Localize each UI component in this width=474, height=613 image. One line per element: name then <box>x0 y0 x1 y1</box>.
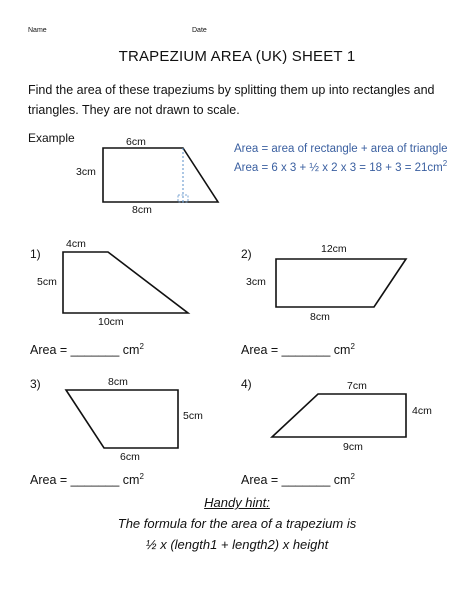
problem-4-side-dimension: 4cm <box>412 405 432 417</box>
problem-1-trapezium <box>63 252 188 313</box>
example-trapezium <box>103 148 218 202</box>
area-prefix: Area = <box>241 343 282 358</box>
problem-1-top-dimension: 4cm <box>66 238 86 250</box>
area-prefix: Area = <box>241 473 282 488</box>
problem-3-bottom-dimension: 6cm <box>120 451 140 463</box>
problem-4-bottom-dimension: 9cm <box>343 441 363 453</box>
problem-1-number: 1) <box>30 247 41 261</box>
example-calculation-line <box>234 159 447 174</box>
example-bottom-dimension: 8cm <box>132 204 152 216</box>
example-top-dimension: 6cm <box>126 136 146 148</box>
example-calculation-sup: 2 <box>442 159 448 168</box>
answer-blank[interactable]: _______ <box>70 343 120 358</box>
area-unit: cm <box>330 343 351 358</box>
problem-2-side-dimension: 3cm <box>246 276 266 288</box>
example-label: Example <box>28 131 75 145</box>
problem-1-area-answer[interactable] <box>30 342 144 357</box>
area-prefix: Area = <box>30 473 71 488</box>
area-unit: cm <box>119 473 140 488</box>
date-label: Date <box>192 27 207 34</box>
area-unit: cm <box>119 343 140 358</box>
problem-2-number: 2) <box>241 247 252 261</box>
area-unit-sup: 2 <box>350 342 355 351</box>
hint-heading: Handy hint: <box>204 495 270 510</box>
problem-3-area-answer[interactable] <box>30 472 144 487</box>
name-label: Name <box>28 27 47 34</box>
problem-2-bottom-dimension: 8cm <box>310 311 330 323</box>
problem-2-trapezium <box>276 259 406 307</box>
problem-4-area-answer[interactable] <box>241 472 355 487</box>
page-title: TRAPEZIUM AREA (UK) SHEET 1 <box>118 48 356 65</box>
instructions: Find the area of these trapeziums by splitting them up into rectangles and triangles. They are not drawn to scale. <box>28 83 435 117</box>
area-unit-sup: 2 <box>139 472 144 481</box>
problem-4-number: 4) <box>241 377 252 391</box>
example-side-dimension: 3cm <box>76 166 96 178</box>
problem-4-top-dimension: 7cm <box>347 380 367 392</box>
area-prefix: Area = <box>30 343 71 358</box>
problem-1-side-dimension: 5cm <box>37 276 57 288</box>
answer-blank[interactable]: _______ <box>281 473 331 488</box>
area-unit-sup: 2 <box>139 342 144 351</box>
answer-blank[interactable]: _______ <box>70 473 120 488</box>
hint-line-2: ½ x (length1 + length2) x height <box>145 537 329 552</box>
example-calculation-text: Area = 6 x 3 + ½ x 2 x 3 = 18 + 3 = 21cm <box>234 161 443 174</box>
answer-blank[interactable]: _______ <box>281 343 331 358</box>
problem-2-area-answer[interactable] <box>241 342 355 357</box>
hint-line-1: The formula for the area of a trapezium is <box>117 516 357 531</box>
problem-3-side-dimension: 5cm <box>183 410 203 422</box>
area-unit: cm <box>330 473 351 488</box>
problem-3-number: 3) <box>30 377 41 391</box>
area-unit-sup: 2 <box>350 472 355 481</box>
problem-3-trapezium <box>66 390 178 448</box>
problem-4-trapezium <box>272 394 406 437</box>
problem-1-bottom-dimension: 10cm <box>98 316 124 328</box>
example-formula-line: Area = area of rectangle + area of triangle <box>234 143 448 155</box>
problem-2-top-dimension: 12cm <box>321 243 347 255</box>
problem-3-top-dimension: 8cm <box>108 376 128 388</box>
